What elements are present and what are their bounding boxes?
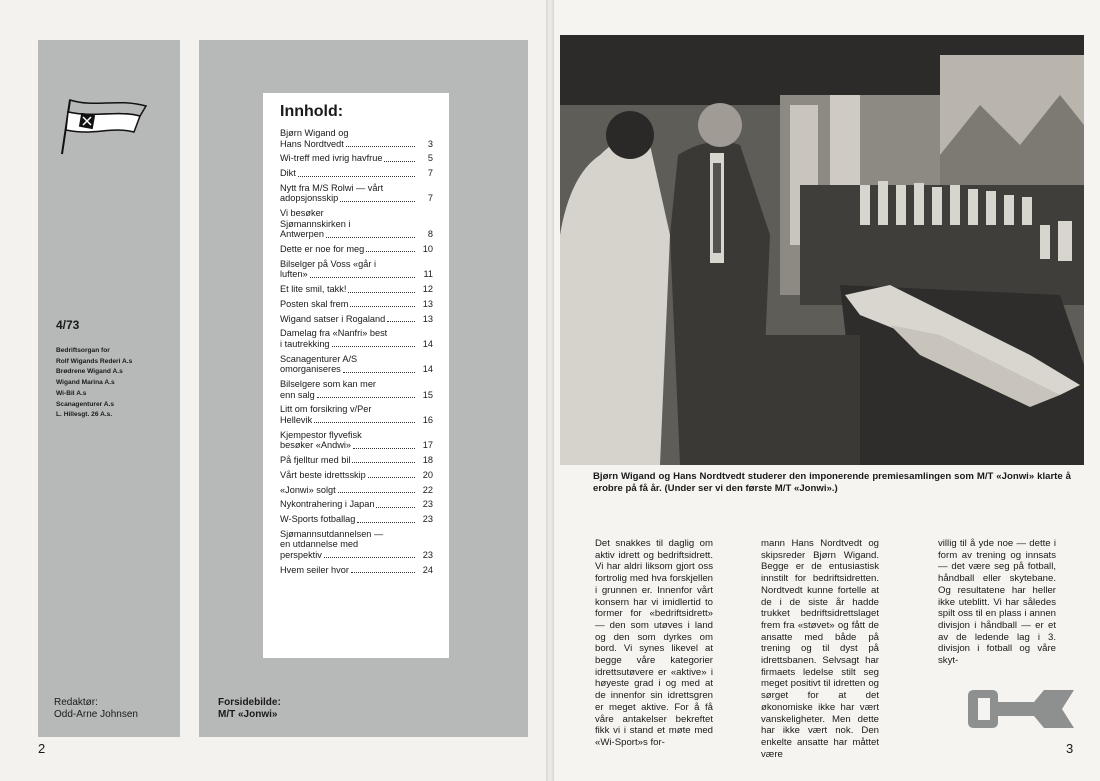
toc-entry-title-line: luften» [280,269,417,280]
toc-entry-title-line: På fjelltur med bil [280,455,417,466]
toc-entry-title-line: Wi-treff med ivrig havfrue [280,153,417,164]
toc-entry [280,565,433,576]
toc-entry-page: 7 [427,193,433,204]
toc-entry [280,168,433,179]
toc-entry-title-line: Bilselger på Voss «går i [280,258,377,269]
toc-entry [280,379,433,400]
publisher-list [56,346,132,421]
article-column-2: mann Hans Nordtvedt og skipsreder Bjørn Wigand. Begge er de entusiastisk innstilt for bedriftsidretten. Nordtvedt kunne fortelle at de i de siste år hadde trukket bedriftsidrettslaget frem fra «støvet» og fått de ansatte med både på trening og til dyst på idrettsbanen. Selvsagt har firmaets ledelse stilt seg meget positivt til idretten og sørget for at det økonomiske ikke har vært vanskeligheter. Men dette har ikke vært nok. Den enkelte ansatte har måttet være [761,538,879,760]
toc-entry-title [280,430,417,451]
toc-entry-title [280,314,417,325]
toc-entry-title-line: Bjørn Wigand og [280,128,349,138]
toc-entry-title [280,244,417,255]
toc-entry [280,499,433,510]
toc-entry-title [280,565,417,576]
toc-entry-page: 3 [427,138,433,149]
toc-entry-title-line: Damelag fra «Nanfri» best [280,328,388,339]
toc-entry-page: 13 [422,298,433,309]
page-number-left: 2 [38,741,46,756]
toc-entry-page: 16 [422,414,433,425]
cover-label: Forsidebilde: [218,697,281,708]
toc-entry-title [280,485,417,496]
toc-entry-page: 8 [427,229,433,240]
toc-entry-page: 10 [422,243,433,254]
toc-entry-title [280,404,417,425]
toc-entry-title-line: Kjempestor flyvefisk [280,429,362,440]
wi-sport-logo [964,686,1081,732]
toc-entry-page: 18 [422,454,433,465]
toc-heading: Innhold: [280,103,344,120]
toc-entry-title [280,299,417,310]
toc-entry [280,470,433,481]
toc-entry-title [280,470,417,481]
toc-entry-title-line: omorganiseres [280,364,417,375]
publisher-line: Wigand Marina A.s [56,379,115,387]
toc-entry-title-line: «Jonwi» solgt [280,485,417,496]
toc-entry [280,430,433,451]
toc-entry [280,259,433,280]
toc-entry-title-line: Nykontrahering i Japan [280,499,417,510]
toc-entry-page: 23 [422,514,433,525]
toc-entry-page: 7 [427,168,433,179]
editor-name: Odd-Arne Johnsen [54,709,138,720]
toc-entry-title [280,284,417,295]
toc-entry-title-line: Scanagenturer A/S [280,353,358,364]
toc-entry-title-line: Dikt [280,168,417,179]
toc-entry-title-line: i tautrekking [280,339,417,350]
company-flag-logo [56,96,148,156]
toc-entry [280,128,433,149]
toc-entry-page: 20 [422,469,433,480]
toc-entry-page: 23 [422,549,433,560]
article-column-3: villig til å yde noe — dette i form av trening og innsats — det være seg på fotball, håndball eller skytebane. Og resultatene har heller ikke uteblitt. Vi har således spilt oss til en plass i annen divisjon i håndball — er et av de ledende lag i 3. divisjon i fotball og våre skyt- [938,538,1056,667]
toc-entry [280,314,433,325]
toc-entry-page: 22 [422,484,433,495]
toc-entry [280,299,433,310]
toc-entry-title-line: Hans Nordtvedt [280,139,417,150]
toc-entry-title-line: enn salg [280,390,417,401]
photo-caption: Bjørn Wigand og Hans Nordtvedt studerer den imponerende premiesamlingen som M/T «Jonwi» klarte å erobre på få år. (Under ser vi den første M/T «Jonwi».) [593,471,1071,494]
toc-entry-title-line: perspektiv [280,550,417,561]
toc-entry-title-line: W-Sports fotballag [280,514,417,525]
toc-entry [280,208,433,240]
toc-entry [280,354,433,375]
toc-entry-title [280,514,417,525]
toc-entry-title-line: Bilselgere som kan mer [280,379,376,390]
toc-entry-title [280,208,417,240]
toc-entry-title-line: Posten skal frem [280,299,417,310]
cover-name: M/T «Jonwi» [218,709,278,720]
publisher-line: Rolf Wigands Rederi A.s [56,357,133,365]
publisher-line: Brødrene Wigand A.s [56,368,123,376]
toc-entry-title [280,328,417,349]
toc-entry-title-line: Nytt fra M/S Rolwi — vårt [280,182,384,193]
toc-entry-title [280,183,417,204]
toc-entry [280,183,433,204]
toc-entry-title-line: besøker «Andwi» [280,440,417,451]
toc-entry-title [280,529,417,561]
toc-entry-page: 11 [423,269,433,280]
toc-entry-title-line: Antwerpen [280,229,417,240]
toc-entry-page: 12 [422,284,433,295]
toc-entry-title-line: Hellevik [280,415,417,426]
page-number-right: 3 [1066,741,1074,756]
toc-entry-page: 15 [422,389,433,400]
toc-entry-page: 5 [427,153,433,164]
toc-entry-title-line: Litt om forsikring v/Per [280,404,372,415]
toc-entry-page: 14 [422,338,433,349]
toc-entry-title-line: Hvem seiler hvor [280,565,417,576]
toc-entry-title [280,153,417,164]
toc-entry-title-line: Sjømannsutdannelsen — [280,528,384,539]
toc-entry-title [280,168,417,179]
toc-entry-title [280,259,417,280]
toc-entry-title-line: Vi besøker [280,208,324,219]
article-column-1: Det snakkes til daglig om aktiv idrett og bedriftsidrett. Vi har aldri liksom gjort oss fortrolig med hva forskjellen i grunnen er. Innenfor vårt konsern har vi imidlertid to former for «bedriftsidrett» — den som utøves i land og den som dyrkes om bord. Vi synes likevel at begge våre kategorier idrettsutøvere er «aktive» i høyeste grad i og med at de innenfor sin idrettsgren er meget aktive. For å få våre antakelser bekreftet fikk vi i stand et møte med «Wi-Sport»s for- [595,538,713,748]
toc-entry-title-line: Sjømannskirken i [280,218,351,229]
toc-entry-page: 17 [422,440,433,451]
toc-list [280,128,433,580]
toc-entry-title [280,499,417,510]
toc-entry-title [280,128,417,149]
toc-entry [280,485,433,496]
spine-gutter [546,0,554,781]
toc-entry [280,529,433,561]
toc-entry [280,404,433,425]
toc-entry-title [280,455,417,466]
publisher-line: Wi-Bil A.s [56,389,87,397]
editor-label: Redaktør: [54,697,98,708]
toc-entry [280,284,433,295]
publisher-line: Bedriftsorgan for [56,347,110,354]
toc-entry-title-line: en utdannelse med [280,539,359,550]
toc-entry-title [280,354,417,375]
toc-entry-page: 24 [422,564,433,575]
toc-entry [280,514,433,525]
toc-entry-title-line: Dette er noe for meg [280,244,417,255]
toc-entry-title-line: adopsjonsskip [280,193,417,204]
issue-number: 4/73 [56,318,80,332]
toc-entry [280,244,433,255]
toc-entry [280,455,433,466]
toc-entry-page: 23 [422,499,433,510]
toc-entry-page: 14 [422,364,433,375]
toc-entry-page: 13 [422,313,433,324]
toc-entry [280,153,433,164]
toc-entry-title [280,379,417,400]
publisher-line: L. Hillesgt. 26 A.s. [56,411,113,419]
toc-entry [280,328,433,349]
toc-entry-title-line: Vårt beste idrettsskip [280,470,417,481]
publisher-line: Scanagenturer A.s [56,400,115,408]
toc-entry-title-line: Wigand satser i Rogaland [280,314,417,325]
trophy-room-photo [560,35,1084,465]
toc-entry-title-line: Et lite smil, takk! [280,284,417,295]
